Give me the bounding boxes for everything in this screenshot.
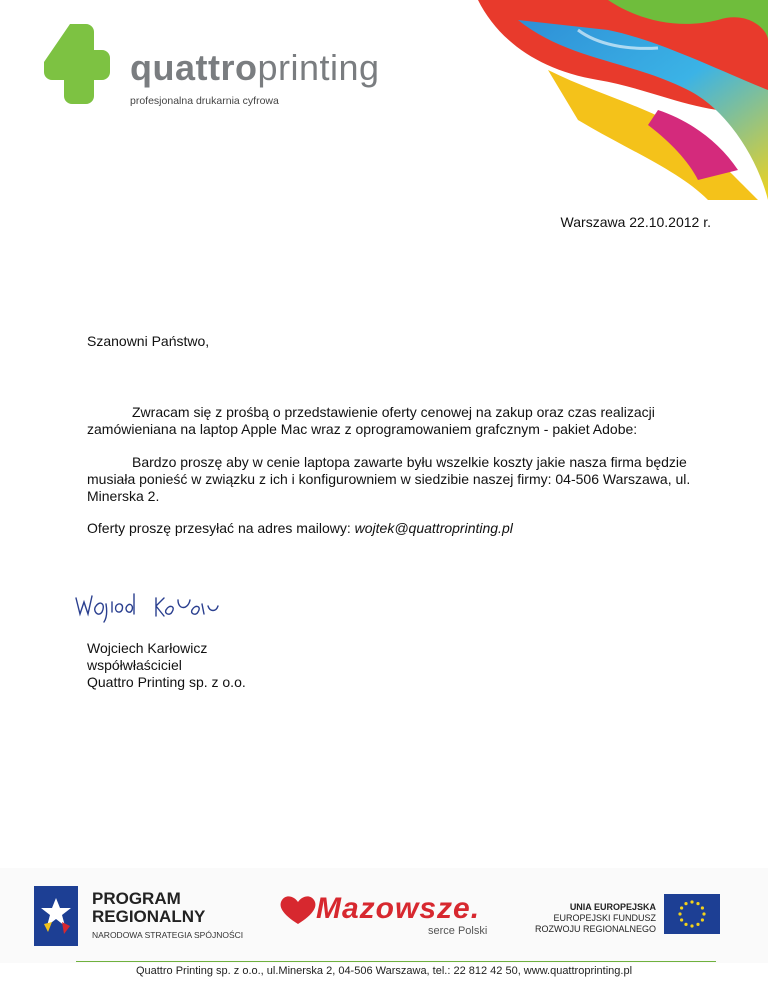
footer-contact-info: Quattro Printing sp. z o.o., ul.Minerska 2, 04-506 Warszawa, tel.: 22 812 42 50, www.quattroprinting.pl xyxy=(135,965,633,977)
signatory-company: Quattro Printing sp. z o.o. xyxy=(87,674,246,690)
paint-splash-image xyxy=(458,0,768,200)
program-regionalny-title: PROGRAM REGIONALNY xyxy=(92,889,206,926)
salutation: Szanowni Państwo, xyxy=(87,333,210,349)
program-regionalny-logo-icon xyxy=(34,886,78,946)
eu-flag-icon xyxy=(664,894,720,934)
signatory-role: współwłaściciel xyxy=(87,657,182,673)
program-regionalny-subtitle: NARODOWA STRATEGIA SPÓJNOŚCI xyxy=(92,930,244,940)
paragraph-costs: Bardzo proszę aby w cenie laptopa zawarte byłu wszelkie koszty jakie nasza firma będzie musiała ponieść w związku z ich i konfigurowniem w siedzibie naszej firmy: 04-506 Warszawa, ul. Minerska 2. xyxy=(87,454,691,504)
letter-date: Warszawa 22.10.2012 r. xyxy=(560,214,711,230)
signatory-name: Wojciech Karłowicz xyxy=(87,640,208,656)
contact-email-link[interactable]: wojtek@quattroprinting.pl xyxy=(354,520,513,536)
mazowsze-wordmark: Mazowsze. xyxy=(316,892,481,925)
eu-text: UNIA EUROPEJSKA EUROPEJSKI FUNDUSZ ROZWOJU REGIONALNEGO xyxy=(534,902,656,934)
quattro-logo-icon xyxy=(42,22,112,104)
funding-logos-band xyxy=(0,868,768,963)
contact-prefix: Oferty proszę przesyłać na adres mailowy: xyxy=(87,520,351,536)
mazowsze-tagline: serce Polski xyxy=(428,925,488,937)
handwritten-signature xyxy=(70,588,250,628)
mazowsze-heart-icon xyxy=(278,894,318,926)
footer-divider xyxy=(76,961,716,962)
brand-tagline: profesjonalna drukarnia cyfrowa xyxy=(130,95,279,107)
paragraph-contact xyxy=(87,520,717,537)
brand-name: quattroprinting xyxy=(130,47,380,88)
paragraph-request: Zwracam się z prośbą o przedstawienie oferty cenowej na zakup oraz czas realizacji zamówieniana na laptop Apple Mac wraz z oprogramowaniem grafcznym - pakiet Adobe: xyxy=(87,404,655,437)
